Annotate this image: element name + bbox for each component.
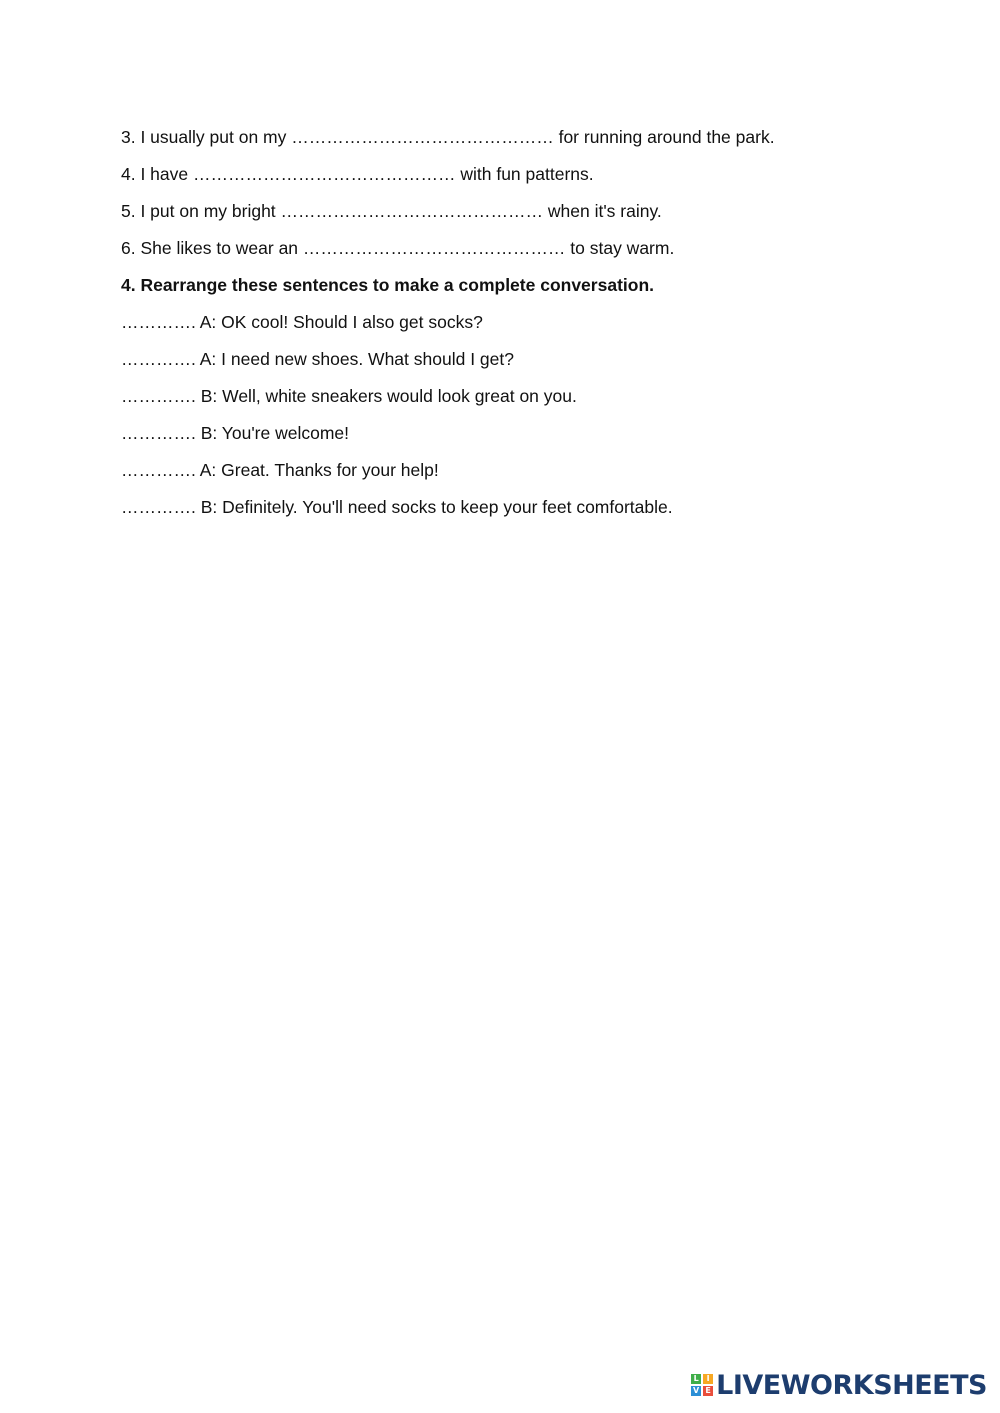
logo-grid-icon	[691, 1374, 713, 1396]
logo-cell-l: L	[691, 1374, 701, 1384]
exercise-item-5: 5. I put on my bright ……………………………………… when it's rainy.	[121, 201, 662, 221]
worksheet-content	[121, 119, 921, 526]
liveworksheets-logo	[691, 1369, 987, 1401]
conversation-line: …………. A: Great. Thanks for your help!	[121, 460, 439, 480]
exercise-item-3: 3. I usually put on my ……………………………………… for running around the park.	[121, 127, 775, 147]
conversation-line: …………. B: Well, white sneakers would look great on you.	[121, 386, 577, 406]
conversation-line: …………. B: You're welcome!	[121, 423, 350, 443]
logo-cell-e: E	[703, 1386, 713, 1396]
logo-cell-i: I	[703, 1374, 713, 1384]
logo-text: LIVEWORKSHEETS	[716, 1369, 987, 1401]
logo-cell-v: V	[693, 1386, 700, 1395]
exercise-4-heading: 4. Rearrange these sentences to make a complete conversation.	[121, 275, 654, 295]
exercise-item-6: 6. She likes to wear an ……………………………………… to stay warm.	[121, 238, 675, 258]
exercise-item-4: 4. I have ……………………………………… with fun patterns.	[121, 164, 594, 184]
conversation-line: …………. A: OK cool! Should I also get socks?	[121, 312, 483, 332]
conversation-line: …………. B: Definitely. You'll need socks to keep your feet comfortable.	[121, 497, 673, 517]
conversation-line: …………. A: I need new shoes. What should I get?	[121, 349, 514, 369]
